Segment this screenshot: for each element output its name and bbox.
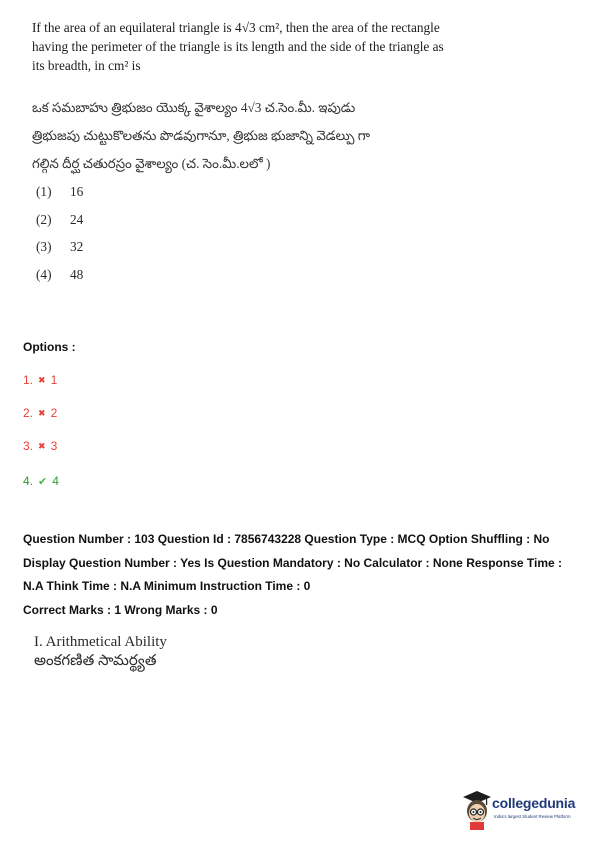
choice-number: (2) bbox=[36, 211, 52, 227]
mascot-icon bbox=[462, 790, 492, 830]
question-details: Question Number : 103 Question Id : 7856743228 Question Type : MCQ Option Shuffling : No Display Question Number : Yes Is Question Mandatory : No Calculator : None Response Time : N.A Think Time : N.A Minimum Instruction Time : 0 bbox=[23, 532, 562, 593]
option-value: 4 bbox=[52, 474, 59, 488]
choice-item bbox=[36, 267, 83, 295]
option-value: 2 bbox=[50, 406, 58, 420]
option-index: 2. bbox=[23, 406, 34, 420]
option-item bbox=[23, 373, 57, 387]
option-value: 1 bbox=[50, 373, 58, 387]
option-item bbox=[23, 406, 57, 420]
marks-info: Correct Marks : 1 Wrong Marks : 0 bbox=[23, 602, 218, 617]
collegedunia-logo bbox=[462, 790, 588, 830]
question-line: గల్గిన దీర్ఘ చతురస్రం వైశాల్యం (చ. సెం.మీ.లలో ) bbox=[32, 156, 271, 171]
choice-number: (1) bbox=[36, 184, 52, 199]
question-line: If the area of an equilateral triangle is 4√3 cm², then the area of the rectangle bbox=[32, 20, 440, 35]
question-telugu bbox=[32, 94, 462, 178]
options-heading: Options : bbox=[23, 340, 76, 354]
choice-item bbox=[36, 212, 83, 240]
cross-icon: ✖ bbox=[38, 440, 46, 451]
option-index: 1. bbox=[23, 373, 34, 387]
section-title bbox=[34, 633, 167, 671]
choice-value: 32 bbox=[70, 239, 84, 254]
choice-value: 24 bbox=[70, 211, 84, 227]
check-icon: ✔ bbox=[38, 475, 48, 488]
option-index: 4. bbox=[23, 474, 34, 488]
answer-choices bbox=[36, 184, 83, 294]
option-value: 3 bbox=[50, 439, 58, 453]
question-metadata bbox=[23, 528, 581, 622]
choice-item bbox=[36, 239, 83, 267]
question-line: its breadth, in cm² is bbox=[32, 58, 141, 73]
choice-number: (3) bbox=[36, 239, 52, 254]
choice-value: 16 bbox=[70, 184, 84, 199]
cross-icon: ✖ bbox=[38, 374, 46, 385]
section-title-english: I. Arithmetical Ability bbox=[34, 634, 167, 650]
choice-value: 48 bbox=[70, 266, 84, 282]
cross-icon: ✖ bbox=[38, 407, 46, 418]
question-line: త్రిభుజపు చుట్టుకొలతను పొడవుగానూ, త్రిభుజ భుజాన్ని వెడల్పు గా bbox=[32, 128, 371, 143]
logo-name: collegedunia bbox=[492, 795, 576, 811]
question-line: ఒక సమబాహు త్రిభుజం యొక్క వైశాల్యం 4√3 చ.సెం.మీ. ఇపుడు bbox=[32, 100, 356, 115]
section-title-telugu: అంకగణిత సామర్థ్యత bbox=[34, 653, 157, 669]
choice-number: (4) bbox=[36, 266, 52, 282]
question-english bbox=[32, 18, 452, 75]
option-item bbox=[23, 439, 57, 453]
option-index: 3. bbox=[23, 439, 34, 453]
logo-tagline: India's largest Student Review Platform bbox=[494, 814, 571, 819]
question-line: having the perimeter of the triangle is its length and the side of the triangle as bbox=[32, 39, 444, 54]
choice-item bbox=[36, 184, 83, 212]
option-item-correct bbox=[23, 474, 59, 488]
